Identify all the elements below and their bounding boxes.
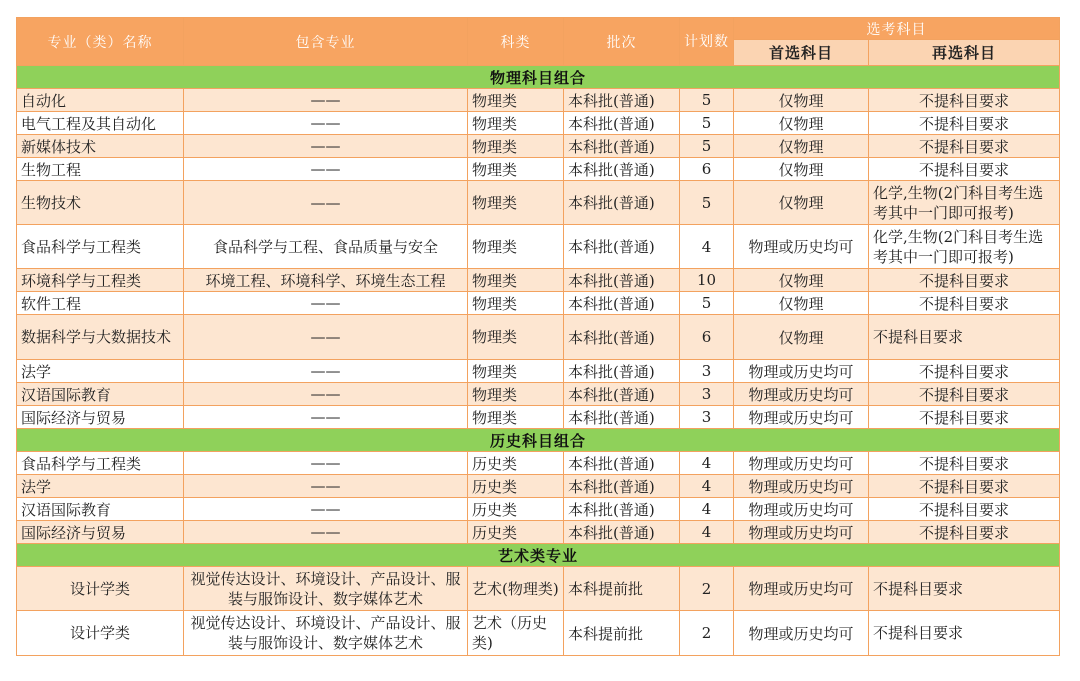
table-row (17, 225, 1060, 269)
secondary-subject-cell: 不提科目要求 (869, 269, 1060, 292)
plan-count-cell: 4 (680, 225, 734, 269)
enrollment-table-container (16, 17, 1059, 656)
category-cell: 历史类 (468, 452, 564, 475)
major-cell: 国际经济与贸易 (17, 521, 184, 544)
primary-subject-cell: 物理或历史均可 (734, 383, 869, 406)
table-row (17, 112, 1060, 135)
includes-cell: 环境工程、环境科学、环境生态工程 (184, 269, 468, 292)
category-cell: 艺术(物理类) (468, 567, 564, 611)
primary-subject-cell: 仅物理 (734, 112, 869, 135)
major-cell: 设计学类 (17, 567, 184, 611)
table-row (17, 360, 1060, 383)
secondary-subject-cell: 不提科目要求 (869, 112, 1060, 135)
table-row (17, 269, 1060, 292)
category-cell: 历史类 (468, 498, 564, 521)
category-cell: 物理类 (468, 112, 564, 135)
secondary-subject-cell: 不提科目要求 (869, 611, 1060, 656)
table-row (17, 135, 1060, 158)
category-cell: 物理类 (468, 89, 564, 112)
major-cell: 生物工程 (17, 158, 184, 181)
major-cell: 汉语国际教育 (17, 498, 184, 521)
includes-cell: 视觉传达设计、环境设计、产品设计、服装与服饰设计、数字媒体艺术 (184, 611, 468, 656)
table-row (17, 89, 1060, 112)
primary-subject-cell: 物理或历史均可 (734, 498, 869, 521)
header-includes: 包含专业 (184, 18, 468, 66)
major-cell: 环境科学与工程类 (17, 269, 184, 292)
plan-count-cell: 5 (680, 112, 734, 135)
batch-cell: 本科批(普通) (564, 269, 680, 292)
includes-cell: —— (184, 360, 468, 383)
includes-cell: —— (184, 181, 468, 225)
primary-subject-cell: 仅物理 (734, 181, 869, 225)
batch-cell: 本科提前批 (564, 611, 680, 656)
major-cell: 法学 (17, 360, 184, 383)
secondary-subject-cell: 化学,生物(2门科目考生选考其中一门即可报考) (869, 181, 1060, 225)
plan-count-cell: 6 (680, 158, 734, 181)
plan-count-cell: 4 (680, 498, 734, 521)
header-batch: 批次 (564, 18, 680, 66)
category-cell: 历史类 (468, 475, 564, 498)
table-row (17, 498, 1060, 521)
plan-count-cell: 5 (680, 135, 734, 158)
plan-count-cell: 10 (680, 269, 734, 292)
secondary-subject-cell: 化学,生物(2门科目考生选考其中一门即可报考) (869, 225, 1060, 269)
secondary-subject-cell: 不提科目要求 (869, 360, 1060, 383)
category-cell: 物理类 (468, 383, 564, 406)
enrollment-table (16, 17, 1060, 656)
plan-count-cell: 3 (680, 360, 734, 383)
major-cell: 电气工程及其自动化 (17, 112, 184, 135)
batch-cell: 本科批(普通) (564, 315, 680, 360)
category-cell: 物理类 (468, 406, 564, 429)
category-cell: 物理类 (468, 269, 564, 292)
header-primary-subject: 首选科目 (734, 40, 869, 66)
category-cell: 物理类 (468, 360, 564, 383)
primary-subject-cell: 仅物理 (734, 158, 869, 181)
section-row-art (17, 544, 1060, 567)
primary-subject-cell: 仅物理 (734, 135, 869, 158)
section-title: 历史科目组合 (17, 429, 1060, 452)
primary-subject-cell: 物理或历史均可 (734, 611, 869, 656)
primary-subject-cell: 物理或历史均可 (734, 225, 869, 269)
table-row (17, 611, 1060, 656)
table-row (17, 475, 1060, 498)
table-row (17, 521, 1060, 544)
secondary-subject-cell: 不提科目要求 (869, 383, 1060, 406)
batch-cell: 本科批(普通) (564, 292, 680, 315)
batch-cell: 本科批(普通) (564, 406, 680, 429)
secondary-subject-cell: 不提科目要求 (869, 135, 1060, 158)
primary-subject-cell: 物理或历史均可 (734, 406, 869, 429)
secondary-subject-cell: 不提科目要求 (869, 406, 1060, 429)
primary-subject-cell: 物理或历史均可 (734, 521, 869, 544)
batch-cell: 本科批(普通) (564, 452, 680, 475)
batch-cell: 本科批(普通) (564, 360, 680, 383)
major-cell: 食品科学与工程类 (17, 225, 184, 269)
table-row (17, 452, 1060, 475)
table-row (17, 181, 1060, 225)
plan-count-cell: 5 (680, 89, 734, 112)
table-row (17, 315, 1060, 360)
includes-cell: —— (184, 475, 468, 498)
major-cell: 新媒体技术 (17, 135, 184, 158)
table-row (17, 567, 1060, 611)
secondary-subject-cell: 不提科目要求 (869, 452, 1060, 475)
section-title: 艺术类专业 (17, 544, 1060, 567)
includes-cell: —— (184, 521, 468, 544)
secondary-subject-cell: 不提科目要求 (869, 498, 1060, 521)
includes-cell: —— (184, 498, 468, 521)
plan-count-cell: 4 (680, 475, 734, 498)
category-cell: 物理类 (468, 181, 564, 225)
major-cell: 法学 (17, 475, 184, 498)
batch-cell: 本科批(普通) (564, 112, 680, 135)
includes-cell: 食品科学与工程、食品质量与安全 (184, 225, 468, 269)
header-secondary-subject: 再选科目 (869, 40, 1060, 66)
table-row (17, 383, 1060, 406)
batch-cell: 本科批(普通) (564, 225, 680, 269)
batch-cell: 本科批(普通) (564, 89, 680, 112)
includes-cell: —— (184, 315, 468, 360)
includes-cell: —— (184, 158, 468, 181)
batch-cell: 本科提前批 (564, 567, 680, 611)
primary-subject-cell: 物理或历史均可 (734, 360, 869, 383)
plan-count-cell: 3 (680, 406, 734, 429)
batch-cell: 本科批(普通) (564, 181, 680, 225)
batch-cell: 本科批(普通) (564, 475, 680, 498)
table-row (17, 406, 1060, 429)
section-row-history (17, 429, 1060, 452)
includes-cell: —— (184, 452, 468, 475)
major-cell: 软件工程 (17, 292, 184, 315)
includes-cell: —— (184, 89, 468, 112)
table-row (17, 158, 1060, 181)
category-cell: 物理类 (468, 315, 564, 360)
primary-subject-cell: 仅物理 (734, 269, 869, 292)
secondary-subject-cell: 不提科目要求 (869, 292, 1060, 315)
secondary-subject-cell: 不提科目要求 (869, 567, 1060, 611)
primary-subject-cell: 物理或历史均可 (734, 452, 869, 475)
major-cell: 食品科学与工程类 (17, 452, 184, 475)
primary-subject-cell: 物理或历史均可 (734, 475, 869, 498)
section-title: 物理科目组合 (17, 66, 1060, 89)
plan-count-cell: 6 (680, 315, 734, 360)
major-cell: 汉语国际教育 (17, 383, 184, 406)
includes-cell: 视觉传达设计、环境设计、产品设计、服装与服饰设计、数字媒体艺术 (184, 567, 468, 611)
header-category: 科类 (468, 18, 564, 66)
category-cell: 历史类 (468, 521, 564, 544)
includes-cell: —— (184, 135, 468, 158)
header-major: 专业（类）名称 (17, 18, 184, 66)
plan-count-cell: 5 (680, 181, 734, 225)
major-cell: 国际经济与贸易 (17, 406, 184, 429)
plan-count-cell: 2 (680, 567, 734, 611)
plan-count-cell: 5 (680, 292, 734, 315)
table-row (17, 292, 1060, 315)
major-cell: 生物技术 (17, 181, 184, 225)
header-subjects: 选考科目 (734, 18, 1060, 40)
major-cell: 设计学类 (17, 611, 184, 656)
secondary-subject-cell: 不提科目要求 (869, 521, 1060, 544)
secondary-subject-cell: 不提科目要求 (869, 89, 1060, 112)
category-cell: 物理类 (468, 292, 564, 315)
plan-count-cell: 4 (680, 452, 734, 475)
major-cell: 数据科学与大数据技术 (17, 315, 184, 360)
primary-subject-cell: 仅物理 (734, 292, 869, 315)
primary-subject-cell: 仅物理 (734, 315, 869, 360)
plan-count-cell: 4 (680, 521, 734, 544)
batch-cell: 本科批(普通) (564, 498, 680, 521)
primary-subject-cell: 仅物理 (734, 89, 869, 112)
header-plan-count: 计划数 (680, 18, 734, 66)
category-cell: 物理类 (468, 225, 564, 269)
primary-subject-cell: 物理或历史均可 (734, 567, 869, 611)
category-cell: 艺术（历史类) (468, 611, 564, 656)
category-cell: 物理类 (468, 135, 564, 158)
category-cell: 物理类 (468, 158, 564, 181)
secondary-subject-cell: 不提科目要求 (869, 475, 1060, 498)
secondary-subject-cell: 不提科目要求 (869, 158, 1060, 181)
includes-cell: —— (184, 292, 468, 315)
plan-count-cell: 2 (680, 611, 734, 656)
batch-cell: 本科批(普通) (564, 158, 680, 181)
includes-cell: —— (184, 112, 468, 135)
table-body (17, 66, 1060, 656)
major-cell: 自动化 (17, 89, 184, 112)
batch-cell: 本科批(普通) (564, 521, 680, 544)
batch-cell: 本科批(普通) (564, 135, 680, 158)
secondary-subject-cell: 不提科目要求 (869, 315, 1060, 360)
includes-cell: —— (184, 383, 468, 406)
section-row-physics (17, 66, 1060, 89)
plan-count-cell: 3 (680, 383, 734, 406)
includes-cell: —— (184, 406, 468, 429)
batch-cell: 本科批(普通) (564, 383, 680, 406)
